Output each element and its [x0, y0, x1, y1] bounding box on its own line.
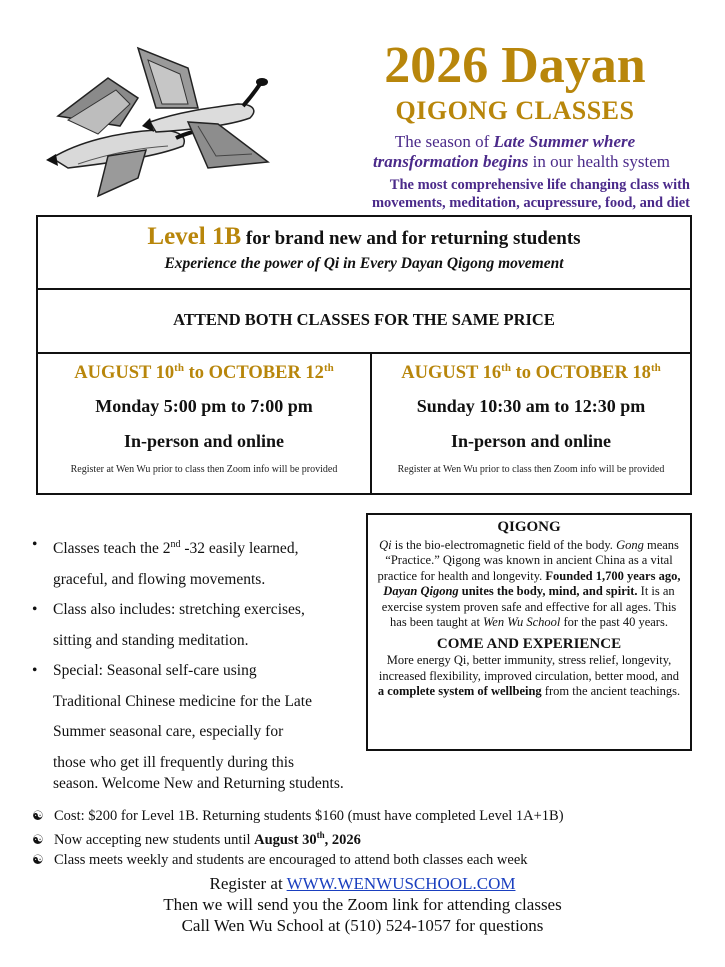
qigong-heading: QIGONG: [497, 519, 561, 535]
bullet-icon: •: [32, 601, 38, 619]
call-line: Call Wen Wu School at (510) 524-1057 for questions: [181, 916, 544, 935]
level-heading: Level 1B for brand new and for returning students: [147, 223, 581, 250]
schedule-table: [36, 215, 692, 495]
season-line-2: transformation begins in our health system: [372, 152, 670, 171]
register-line: Register at WWW.WENWUSCHOOL.COM: [209, 874, 516, 893]
monday-dates: AUGUST 10th to OCTOBER 12th: [74, 362, 334, 384]
list-item-continuation: season. Welcome New and Returning students.: [53, 775, 344, 792]
list-item: • Classes teach the 2nd -32 easily learned, graceful, and flowing movements.: [30, 530, 370, 595]
website-link[interactable]: WWW.WENWUSCHOOL.COM: [286, 874, 516, 893]
weekly-item: ☯ Class meets weekly and students are encouraged to attend both classes each week: [32, 851, 528, 868]
experience-line: Experience the power of Qi in Every Dayan Qigong movement: [164, 255, 564, 272]
sunday-class-cell: [372, 352, 690, 493]
list-item: • Special: Seasonal self-care using Traditional Chinese medicine for the Late Summer seasonal care, especially for those who get ill frequently during this: [30, 656, 370, 778]
come-experience-heading: COME AND EXPERIENCE: [436, 635, 622, 652]
zoom-line: Then we will send you the Zoom link for attending classes: [163, 895, 562, 914]
sunday-mode: In-person and online: [450, 431, 612, 452]
attend-row: [38, 288, 690, 354]
info-list: [32, 806, 564, 870]
yin-yang-icon: ☯: [32, 808, 44, 823]
season-line-1: The season of Late Summer where: [394, 132, 636, 151]
experience-description: More energy Qi, better immunity, stress relief, longevity, increased flexibility, improved circulation, better mood, and a complete system of wellbeing from the ancient teachings.: [377, 653, 681, 698]
monday-class-cell: [38, 352, 372, 493]
sunday-dates: AUGUST 16th to OCTOBER 18th: [401, 362, 661, 384]
qigong-info-box: [366, 513, 692, 751]
level-row: [38, 217, 690, 290]
comprehensive-text: The most comprehensive life changing class with movements, meditation, acupressure, food, and diet: [371, 177, 690, 211]
cost-item: ☯ Cost: $200 for Level 1B. Returning students $160 (must have completed Level 1A+1B): [32, 808, 564, 824]
attend-both-text: ATTEND BOTH CLASSES FOR THE SAME PRICE: [173, 310, 555, 329]
sunday-time: Sunday 10:30 am to 12:30 pm: [416, 396, 646, 417]
sunday-register-note: Register at Wen Wu prior to class then Zoom info will be provided: [397, 464, 665, 476]
class-bullet-list: [30, 530, 370, 778]
registration-footer: [0, 873, 725, 936]
qigong-description: Qi is the bio-electromagnetic field of the body. Gong means “Practice.” Qigong was known in ancient China as a vital practice for health and longevity. Founded 1,700 years ago, Dayan Qigong unites the body, mind, and spirit. It is an exercise system proven safe and effective for all ages. This has been taught at Wen Wu School for the past 40 years.: [377, 537, 681, 629]
page-title: 2026 Dayan: [384, 37, 646, 94]
yin-yang-icon: ☯: [32, 831, 44, 847]
monday-time: Monday 5:00 pm to 7:00 pm: [95, 396, 313, 417]
monday-mode: In-person and online: [123, 431, 285, 452]
monday-register-note: Register at Wen Wu prior to class then Zoom info will be provided: [70, 464, 338, 476]
page-subtitle: QIGONG CLASSES: [395, 96, 635, 125]
bullet-icon: •: [32, 662, 38, 680]
bullet-icon: •: [32, 536, 38, 553]
geese-illustration: [38, 38, 278, 208]
accepting-item: ☯ Now accepting new students until August 30th, 2026: [32, 830, 361, 848]
yin-yang-icon: ☯: [32, 851, 44, 867]
list-item: • Class also includes: stretching exercises, sitting and standing meditation.: [30, 595, 370, 656]
